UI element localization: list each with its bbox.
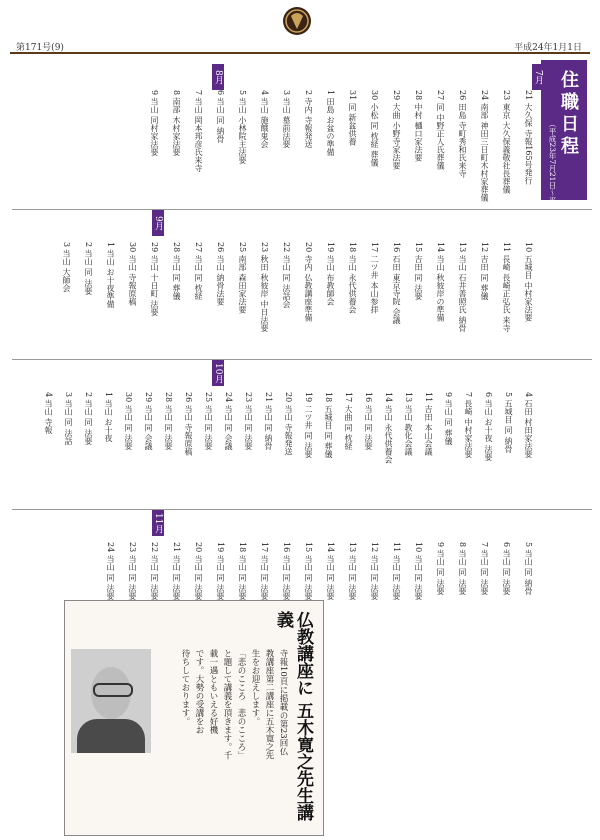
page-header [0, 0, 600, 52]
schedule-entry: 19 当山 同 法要 [216, 542, 225, 600]
schedule-entry: 19 当山 布教師会 [326, 242, 335, 306]
schedule-entry: 13 当山 同 法要 [348, 542, 357, 600]
schedule-entry: 2 当山 同 法要 [84, 242, 93, 295]
schedule-entry: 6 当山 同 納骨 [216, 90, 225, 143]
schedule-entry: 18 当山 同 法要 [238, 542, 247, 600]
ad-title-line1: 仏教講座に [293, 611, 313, 696]
schedule-entry: 21 当山 同 納骨 [264, 392, 273, 450]
schedule-entry: 26 当山 納骨法要 [216, 242, 225, 306]
month-tag: 10月 [212, 360, 224, 386]
schedule-entry: 6 当山 同 法要 [502, 542, 511, 595]
schedule-entry: 13 当山 教化会議 [404, 392, 413, 456]
schedule-entry: 10 当山 同 法要 [414, 542, 423, 600]
schedule-entry: 24 当山 同 会議 [224, 392, 233, 450]
ad-text-line: です。大勢の受講をお [194, 649, 204, 734]
schedule-entry: 6 当山 お十夜 法要 [484, 392, 493, 461]
schedule-entry: 8 南部 木村家法要 [172, 90, 181, 157]
lecturer-photo [71, 649, 151, 753]
schedule-entry: 7 長崎 中村家法要 [464, 392, 473, 459]
ad-text-line: 待ちしております。 [180, 649, 190, 726]
schedule-entry: 24 南部 神田三日町木村家葬儀 [480, 90, 489, 202]
schedule-entry: 30 当山 同 法要 [124, 392, 133, 450]
schedule-entry: 11 吉田 本山会議 [424, 392, 433, 456]
schedule-entry: 17 大曲 同 枕経 [344, 392, 353, 450]
schedule-entry: 29 当山 同 会議 [144, 392, 153, 450]
schedule-entry: 27 同 中野正人氏葬儀 [436, 90, 445, 170]
schedule-entry: 16 石田 東京寺院 会議 [392, 242, 401, 324]
schedule-entry: 29 大曲 小野寺家法要 [392, 90, 401, 170]
schedule-entry: 9 当山 同村家法要 [150, 90, 159, 157]
schedule-entry: 30 当山 寺報原稿 [128, 242, 137, 306]
month-tag: 8月 [212, 64, 224, 90]
page-title: 住職日程 [558, 70, 579, 158]
month-tag: 11月 [152, 510, 164, 536]
schedule-entry: 13 当山 石井善照氏 納骨 [458, 242, 467, 332]
schedule-entry: 5 当山 小林院主法要 [238, 90, 247, 165]
schedule-entry: 24 当山 同 法要 [106, 542, 115, 600]
schedule-entry: 4 当山 寺報 [44, 392, 53, 435]
schedule-entry: 9 当山 同 法要 [436, 542, 445, 595]
schedule-entry: 28 当山 同 葬儀 [172, 242, 181, 300]
schedule-entry: 31 同 新盆供養 [348, 90, 357, 146]
schedule-entry: 12 吉田 同 葬儀 [480, 242, 489, 300]
block-divider [12, 209, 592, 210]
schedule-entry: 23 秋田 秋彼岸 中日法要 [260, 242, 269, 332]
ad-text-line: 載一遇ともいえる好機 [208, 649, 218, 734]
schedule-entry: 3 当山 大師会 [62, 242, 71, 293]
schedule-entry: 19 二ツ井 同 法要 [304, 392, 313, 458]
ad-title-line2: 五木寛之先生講義 [273, 611, 313, 821]
ad-text-line: と題して講義を頂きます。千 [222, 649, 232, 760]
block-divider [12, 359, 592, 360]
schedule-entry: 22 当山 同 法話会 [282, 242, 291, 308]
schedule-entry: 21 大久保 寺報165号発行 [524, 90, 533, 185]
schedule-entry: 4 石田 村田家法要 [524, 392, 533, 459]
schedule-entry: 7 当山 岡本邦彦氏来寺 [194, 90, 203, 173]
page-number: 第171号(9) [16, 43, 64, 53]
ad-text-line: 教講座第二講座に五木寛之先 [264, 649, 274, 760]
schedule-entry: 20 寺内 仏教講座準備 [304, 242, 313, 322]
schedule-entry: 25 当山 同 法要 [204, 392, 213, 450]
schedule-entry: 23 東京 大久保義敬社長葬儀 [502, 90, 511, 194]
schedule-entry: 16 当山 同 法要 [364, 392, 373, 450]
schedule-entry: 30 小松 同 枕経 葬儀 [370, 90, 379, 167]
schedule-entry: 8 当山 同 法要 [458, 542, 467, 595]
schedule-entry: 11 当山 同 法要 [392, 542, 401, 600]
header-rule [10, 52, 590, 54]
schedule-entry: 1 当山 お十夜準備 [106, 242, 115, 309]
issue-date: 平成24年1月1日 [514, 43, 582, 53]
schedule-entry: 2 寺内 寺報発送 [304, 90, 313, 149]
schedule-entry: 18 五城目 同 葬儀 [324, 392, 333, 458]
schedule-entry: 1 田島 お盆の準備 [326, 90, 335, 157]
sagarifuji-crest-icon [282, 6, 312, 36]
schedule-entry: 3 当山 墓前法要 [282, 90, 291, 149]
schedule-entry: 3 当山 同 法話 [64, 392, 73, 445]
block-divider [12, 509, 592, 510]
schedule-entry: 15 吉田 同 法要 [414, 242, 423, 300]
schedule-entry: 23 当山 同 法要 [128, 542, 137, 600]
ad-text-line: 生をお迎えします。 [250, 649, 260, 726]
schedule-entry: 18 当山 永代供養会 [348, 242, 357, 314]
schedule-entry: 26 田島 寺町秀和氏来寺 [458, 90, 467, 178]
title-period: （平成23年7月21日〜平成23年11月21日） [548, 120, 557, 270]
schedule-entry: 25 南部 森田家法要 [238, 242, 247, 314]
lecture-ad [64, 600, 324, 836]
schedule-entry: 17 二ツ井 本山参拝 [370, 242, 379, 314]
schedule-entry: 2 当山 同 法要 [84, 392, 93, 445]
schedule-entry: 16 当山 同 法要 [282, 542, 291, 600]
schedule-entry: 27 当山 同 枕経 [194, 242, 203, 300]
schedule-entry: 20 当山 寺報発送 [284, 392, 293, 456]
schedule-entry: 28 当山 同 法要 [164, 392, 173, 450]
schedule-entry: 21 当山 同 法要 [172, 542, 181, 600]
schedule-entry: 23 当山 同 法要 [244, 392, 253, 450]
schedule-entry: 22 当山 同 法要 [150, 542, 159, 600]
schedule-entry: 15 当山 同 法要 [304, 542, 313, 600]
month-tag: 7月 [532, 64, 544, 90]
schedule-entry: 1 当山 お十夜 [104, 392, 113, 443]
schedule-entry: 7 当山 同 法要 [480, 542, 489, 595]
schedule-entry: 11 長崎 長崎正弘氏 来寺 [502, 242, 511, 332]
ad-text-line: 「悲のこころ 悲のこころ」 [236, 649, 246, 760]
schedule-entry: 26 当山 寺報原稿 [184, 392, 193, 456]
schedule-entry: 14 当山 永代供養会 [384, 392, 393, 464]
schedule-entry: 12 当山 同 法要 [370, 542, 379, 600]
month-tag: 9月 [152, 210, 164, 236]
schedule-entry: 5 当山 同 納骨 [524, 542, 533, 595]
schedule-entry: 5 五城目 同 納骨 [504, 392, 513, 453]
schedule-entry: 14 当山 同 法要 [326, 542, 335, 600]
schedule-entry: 28 中村 樋口家法要 [414, 90, 423, 162]
schedule-entry: 14 当山 秋彼岸の準備 [436, 242, 445, 322]
schedule-entry: 20 当山 同 法要 [194, 542, 203, 600]
schedule-entry: 17 当山 同 法要 [260, 542, 269, 600]
schedule-entry: 4 当山 施餓鬼会 [260, 90, 269, 149]
schedule-entry: 10 五城目 中村家法要 [524, 242, 533, 322]
schedule-entry: 9 当山 同 葬儀 [444, 392, 453, 445]
ad-text-line: 寺報10頁に掲載の第23回仏 [278, 649, 288, 756]
schedule-entry: 29 当山 十日町 法要 [150, 242, 159, 316]
